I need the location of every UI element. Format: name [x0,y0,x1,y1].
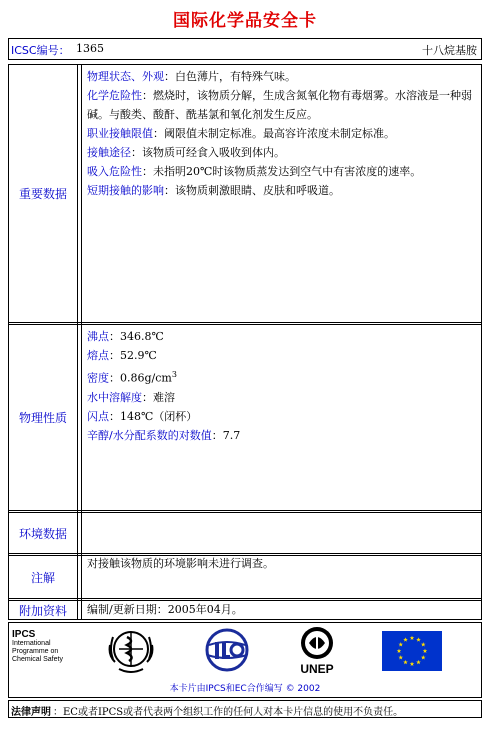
disclaimer-text: EC或者IPCS或者代表两个组织工作的任何人对本卡片信息的使用不负责任。 [63,707,404,718]
unep-label: UNEP [300,662,334,676]
logos-row [8,622,482,698]
section-label-environment: 环境数据 [18,526,67,541]
icsc-number: 1365 [76,42,104,55]
physical-item: 熔点：52.9℃ [87,349,157,362]
notes-cell: 对接触该物质的环境影响未进行调查。 [87,557,274,570]
physical-item: 闪点：148℃（闭杯） [87,409,198,423]
important-data-cell [83,65,481,322]
header-row [8,38,482,60]
disclaimer-sep: ： [53,707,63,718]
credit-line: 本卡片由IPCS和EC合作编写 © 2002 [169,684,321,694]
physical-item: 沸点：346.8℃ [87,330,164,343]
icsc-label: ICSC编号： [11,44,70,57]
important-item: 接触途径：该物质可经食入吸收到体内。 [87,146,285,159]
page-title: 国际化学品安全卡 [173,11,317,31]
ipcs-logo: IPCS International Programme on Chemical Safety [12,629,63,663]
important-item: 职业接触限值：阈限值未制定标准。最高容许浓度未制定标准。 [87,127,395,140]
unep-emblem-icon [295,625,339,663]
ilo-emblem-icon [201,625,253,675]
important-item: 短期接触的影响：该物质刺激眼睛、皮肤和呼吸道。 [87,184,340,197]
density-exponent: 3 [171,370,177,379]
important-item: 化学危险性：燃烧时，该物质分解，生成含氮氧化物有毒烟雾。水溶液是一种弱碱。与酸类、酸酐、酰基氯和氧化剂发生反应。 [87,89,472,121]
physical-item: 密度：$0.86g/cm^3$ [87,370,177,385]
who-emblem-icon [105,625,157,675]
section-label-notes: 注解 [30,570,55,585]
section-label-extra: 附加资料 [18,604,67,618]
environment-cell [83,513,481,553]
extra-cell: 编制/更新日期：2005年04月。 [87,603,243,616]
eu-flag-icon [382,631,442,671]
physical-data-cell [83,325,481,510]
section-label-physical: 物理性质 [18,411,67,425]
disclaimer-label: 法律声明 [11,707,51,718]
section-label-important: 重要数据 [18,187,67,201]
physical-item: 水中溶解度：难溶 [87,390,175,404]
main-table [8,64,482,620]
physical-item: 辛醇/水分配系数的对数值：7.7 [87,428,241,442]
chemical-name: 十八烷基胺 [422,44,477,57]
important-item: 吸入危险性：未指明20℃时该物质蒸发达到空气中有害浓度的速率。 [87,165,422,178]
important-item: 物理状态、外观：白色薄片，有特殊气味。 [87,70,296,83]
disclaimer-row [8,700,482,718]
